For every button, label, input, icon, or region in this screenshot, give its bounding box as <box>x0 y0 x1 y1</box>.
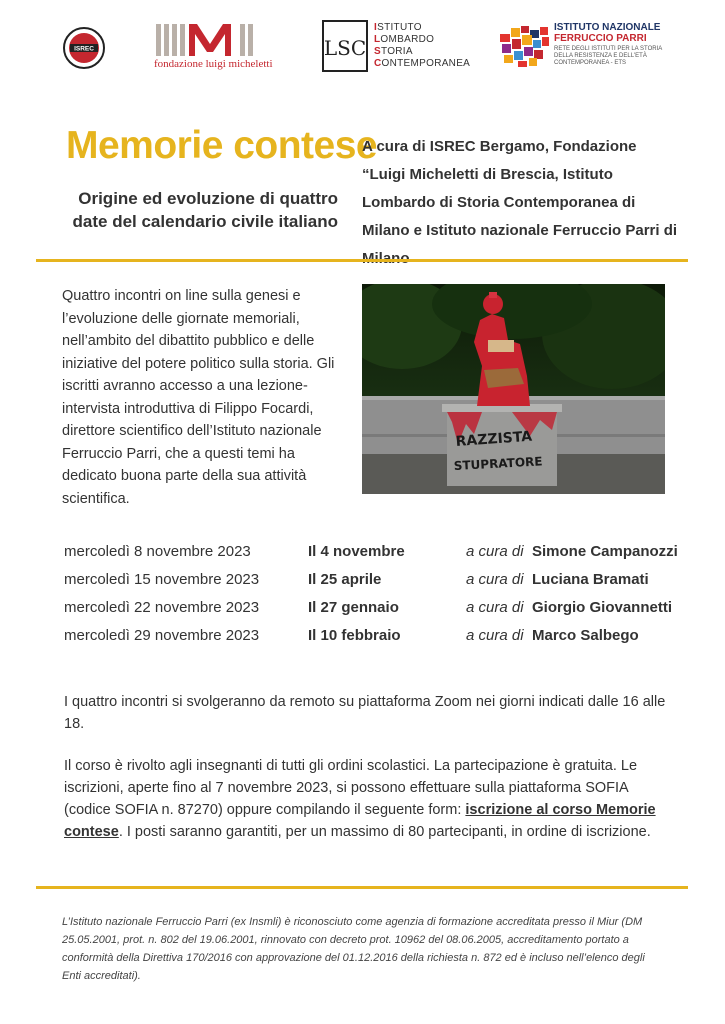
schedule-speaker: Giorgio Giovannetti <box>532 599 673 616</box>
parri-subtitle: RETE DEGLI ISTITUTI PER LA STORIA DELLA RESISTENZA E DELL'ETÀ CONTEMPORANEA - ETS <box>554 46 663 66</box>
schedule-topic: Il 4 novembre <box>308 543 405 560</box>
schedule-date: mercoledì 29 novembre 2023 <box>64 627 260 644</box>
page-subtitle: Origine ed evoluzione di quattro date del calendario civile italiano <box>72 189 338 231</box>
parri-mosaic-icon <box>498 24 550 68</box>
ilsc-name: ISTITUTO LOMBARDO STORIA CONTEMPORANEA <box>374 22 471 69</box>
schedule-row <box>64 539 684 567</box>
schedule-row <box>64 595 684 623</box>
schedule-acura: a cura di <box>466 571 524 588</box>
schedule-date: mercoledì 22 novembre 2023 <box>64 599 260 616</box>
svg-text:STUPRATORE: STUPRATORE <box>453 454 543 473</box>
schedule-date: mercoledì 15 novembre 2023 <box>64 571 260 588</box>
accreditation-footnote: L’Istituto nazionale Ferruccio Parri (ex Insmli) è riconosciuto come agenzia di formazione accreditata presso il Miur (DM 25.05.2001, prot. n. 802 del 19.06.2001, rinnovato con decreto prot. 10962 del 08.06.2005, accreditamento portato a conformità della Direttiva 170/2016 con approvazione del 01.12.2016 della richiesta n. 872 ed è incluso nell’elenco degli Enti accreditati). <box>62 916 645 982</box>
micheletti-logo <box>154 20 280 74</box>
schedule-row <box>64 623 684 651</box>
registration-link[interactable]: iscrizione al corso Memorie contese <box>64 802 656 840</box>
schedule-topic: Il 10 febbraio <box>308 627 401 644</box>
micheletti-name: fondazione luigi micheletti <box>154 58 273 70</box>
info-paragraph-zoom: I quattro incontri si svolgeranno da remoto su piattaforma Zoom nei giorni indicati dalle 16 alle 18. <box>64 694 666 732</box>
ilsc-logo <box>322 20 472 76</box>
info-paragraph-registration <box>64 755 674 843</box>
partner-logos <box>0 18 725 78</box>
divider-top <box>36 259 688 262</box>
schedule-row <box>64 567 684 595</box>
isrec-logo <box>62 26 106 70</box>
divider-bottom <box>36 886 688 889</box>
registration-text: Il corso è rivolto agli insegnanti di tutti gli ordini scolastici. La partecipazione è gratuita. Le iscrizioni, aperte fino al 7 novembre 2023, si possono effettuare sulla piattaforma SOFIA (codice SOFIA n. 87270) oppure compilando il seguente form: <box>64 758 638 818</box>
schedule-list <box>64 539 684 651</box>
registration-text-end: . I posti saranno garantiti, per un massimo di 80 partecipanti, in ordine di iscrizione. <box>118 824 651 840</box>
parri-title: ISTITUTO NAZIONALE FERRUCCIO PARRI <box>554 22 661 44</box>
schedule-topic: Il 27 gennaio <box>308 599 399 616</box>
page-title: Memorie contese <box>66 124 378 167</box>
statue-photo <box>362 284 665 494</box>
ilsc-mark <box>322 20 368 72</box>
schedule-speaker: Marco Salbego <box>532 627 639 644</box>
schedule-speaker: Luciana Bramati <box>532 571 649 588</box>
svg-text:RAZZISTA: RAZZISTA <box>455 428 533 450</box>
parri-logo <box>498 22 698 72</box>
schedule-acura: a cura di <box>466 627 524 644</box>
svg-text:ISREC: ISREC <box>74 45 94 53</box>
svg-text:LSC: LSC <box>324 36 366 60</box>
curators-note: A cura di ISREC Bergamo, Fondazione “Luigi Micheletti di Brescia, Istituto Lombardo di Storia Contemporanea di Milano e Istituto nazionale Ferruccio Parri di <box>362 138 678 239</box>
schedule-date: mercoledì 8 novembre 2023 <box>64 543 251 560</box>
intro-paragraph: Quattro incontri on line sulla genesi e l’evoluzione delle giornate memoriali, nell’ambito del dibattito pubblico e delle iniziative del potere politico sulla storia. Gli iscritti avranno accesso a una lezione-intervista introduttiva di Filippo Focardi, direttore scientifico dell’Istituto nazionale Ferruccio Parri, che a questi temi ha dedicato buona parte della sua attività scientifica. <box>62 288 335 507</box>
schedule-acura: a cura di <box>466 543 524 560</box>
schedule-speaker: Simone Campanozzi <box>532 543 678 560</box>
schedule-topic: Il 25 aprile <box>308 571 382 588</box>
schedule-acura: a cura di <box>466 599 524 616</box>
